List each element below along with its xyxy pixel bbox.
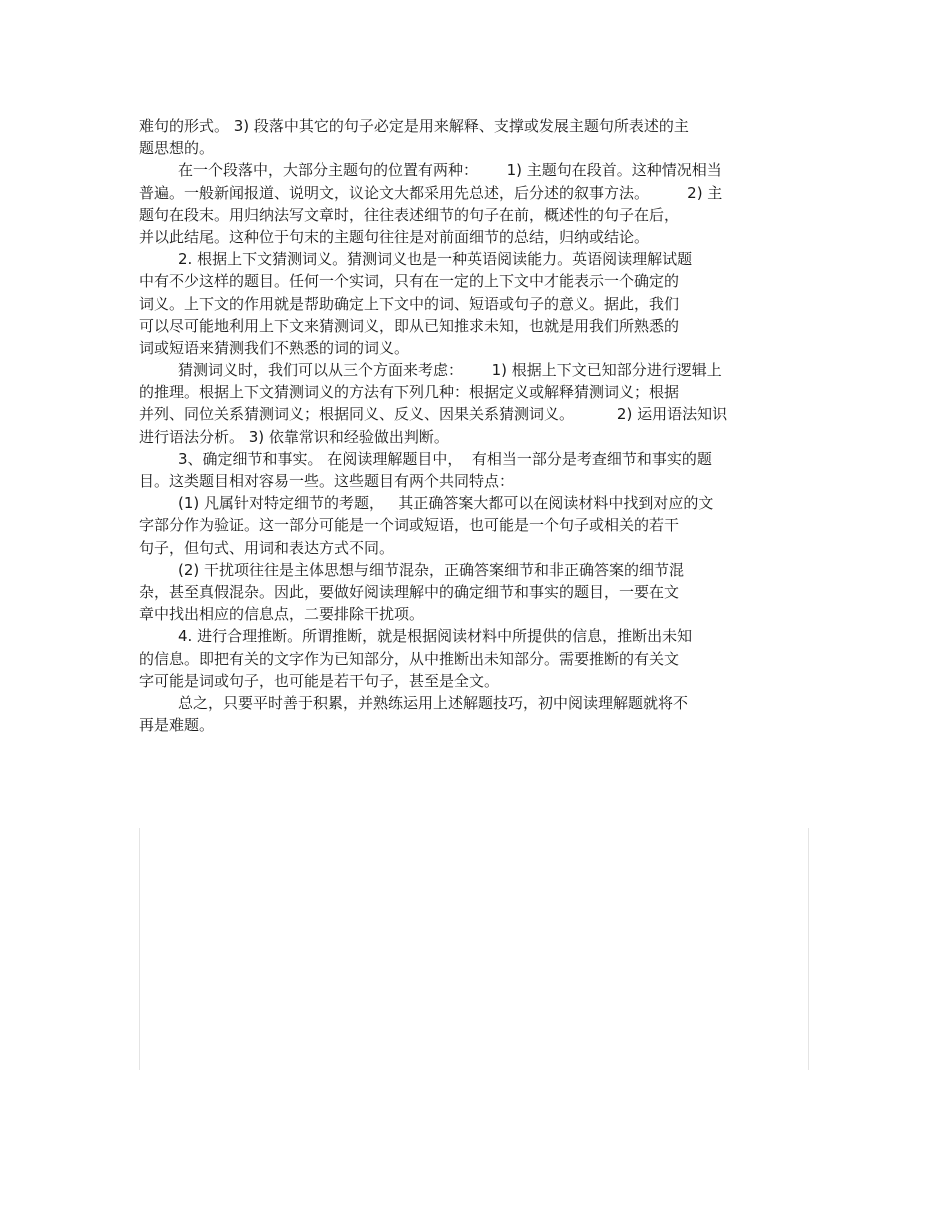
text-line: 再是难题。 [139,716,215,735]
text-line: 4. 进行合理推断。所谓推断，就是根据阅读材料中所提供的信息，推断出未知 [178,627,693,646]
empty-frame [139,828,809,1070]
document-body [139,115,819,736]
text-line: 字可能是词或句子，也可能是若干句子，甚至是全文。 [139,671,500,690]
text-line: 在一个段落中，大部分主题句的位置有两种： 1) 主题句在段首。这种情况相当 [178,161,722,180]
text-line: 题思想的。 [139,139,215,158]
text-line: (2) 干扰项往往是主体思想与细节混杂，正确答案细节和非正确答案的细节混 [178,560,685,579]
text-line: 题句在段末。用归纳法写文章时，往往表述细节的句子在前，概述性的句子在后， [139,205,680,224]
text-line: 进行语法分析。 3) 依靠常识和经验做出判断。 [139,427,449,446]
text-line: 可以尽可能地利用上下文来猜测词义，即从已知推求未知，也就是用我们所熟悉的 [139,316,680,335]
text-line: 总之，只要平时善于积累，并熟练运用上述解题技巧，初中阅读理解题就将不 [178,693,689,712]
text-line: 中有不少这样的题目。任何一个实词，只有在一定的上下文中才能表示一个确定的 [139,272,680,291]
text-line: (1) 凡属针对特定细节的考题， 其正确答案大都可以在阅读材料中找到对应的文 [178,494,714,513]
text-line: 词义。上下文的作用就是帮助确定上下文中的词、短语或句子的意义。据此，我们 [139,294,680,313]
text-line: 词或短语来猜测我们不熟悉的词的词义。 [139,338,410,357]
text-line: 难句的形式。 3) 段落中其它的句子必定是用来解释、支撑或发展主题句所表述的主 [139,117,689,135]
text-line: 章中找出相应的信息点，二要排除干扰项。 [139,605,425,624]
text-line: 句子，但句式、用词和表达方式不同。 [139,538,395,557]
text-line: 的信息。即把有关的文字作为已知部分，从中推断出未知部分。需要推断的有关文 [139,649,680,668]
text-line: 并以此结尾。这种位于句末的主题句往往是对前面细节的总结，归纳或结论。 [139,227,650,246]
text-line: 目。这类题目相对容易一些。这些题目有两个共同特点： [139,472,515,490]
text-line: 并列、同位关系猜测词义；根据同义、反义、因果关系猜测词义。 2) 运用语法知识 [139,405,728,424]
text-line: 的推理。根据上下文猜测词义的方法有下列几种：根据定义或解释猜测词义；根据 [139,383,680,402]
text-line: 3、确定细节和事实。 在阅读理解题目中， 有相当一部分是考查细节和事实的题 [178,449,712,468]
text-line: 字部分作为验证。这一部分可能是一个词或短语，也可能是一个句子或相关的若干 [139,516,680,535]
text-line: 2. 根据上下文猜测词义。猜测词义也是一种英语阅读能力。英语阅读理解试题 [178,250,693,269]
text-line: 猜测词义时，我们可以从三个方面来考虑： 1) 根据上下文已知部分进行逻辑上 [178,361,722,380]
text-line: 杂，甚至真假混杂。因此，要做好阅读理解中的确定细节和事实的题目，一要在文 [139,582,680,601]
text-line: 普遍。一般新闻报道、说明文，议论文大都采用先总述，后分述的叙事方法。 2) 主 [139,183,723,202]
